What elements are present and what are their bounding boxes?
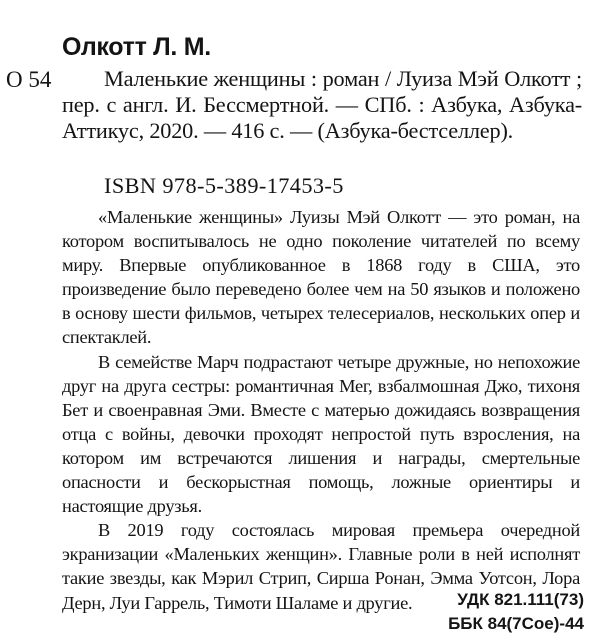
udk-code: УДК 821.111(73): [457, 590, 584, 609]
author-heading: Олкотт Л. М.: [62, 33, 211, 61]
bibliographic-record: Маленькие женщины : роман / Луиза Мэй Олкотт ; пер. с англ. И. Бессмертной. — СПб. : Азбука, Азбука-Аттикус, 2020. — 416 с. — (Азбука-бестселлер).: [62, 66, 582, 143]
author-code: О 54: [6, 67, 52, 92]
abstract-paragraph: В семействе Марч подрастают четыре дружные, но непохожие друг на друга сестры: романтичная Мег, взбалмошная Джо, тихоня Бет и своенравная Эми. Вместе с матерью дожидаясь возвращения отца с войны, девочки проходят непростой путь взросления, на котором им встречаются лишения и награды, смертельные опасности и бескорыстная помощь, ложные ориентиры и настоящие друзья.: [62, 351, 580, 517]
abstract: [62, 205, 580, 615]
abstract-paragraph: В 2019 году состоялась мировая премьера очередной экранизации «Маленьких женщин». Главные роли в ней исполнят такие звезды, как Мэрил Стрип, Сирша Ронан, Эмма Уотсон, Лора Дерн, Луи Гаррель, Тимоти Шаламе и другие.: [62, 520, 580, 613]
isbn: ISBN 978-5-389-17453-5: [104, 173, 344, 198]
bbk-code: ББК 84(7Сое)-44: [448, 614, 584, 633]
abstract-paragraph: «Маленькие женщины» Луизы Мэй Олкотт — это роман, на котором воспитывалось не одно поколение читателей по всему миру. Впервые опубликованное в 1868 году в США, это произведение было переведено более чем на 50 языков и положено в основу шести фильмов, четырех телесериалов, нескольких опер и спектаклей.: [62, 207, 580, 348]
